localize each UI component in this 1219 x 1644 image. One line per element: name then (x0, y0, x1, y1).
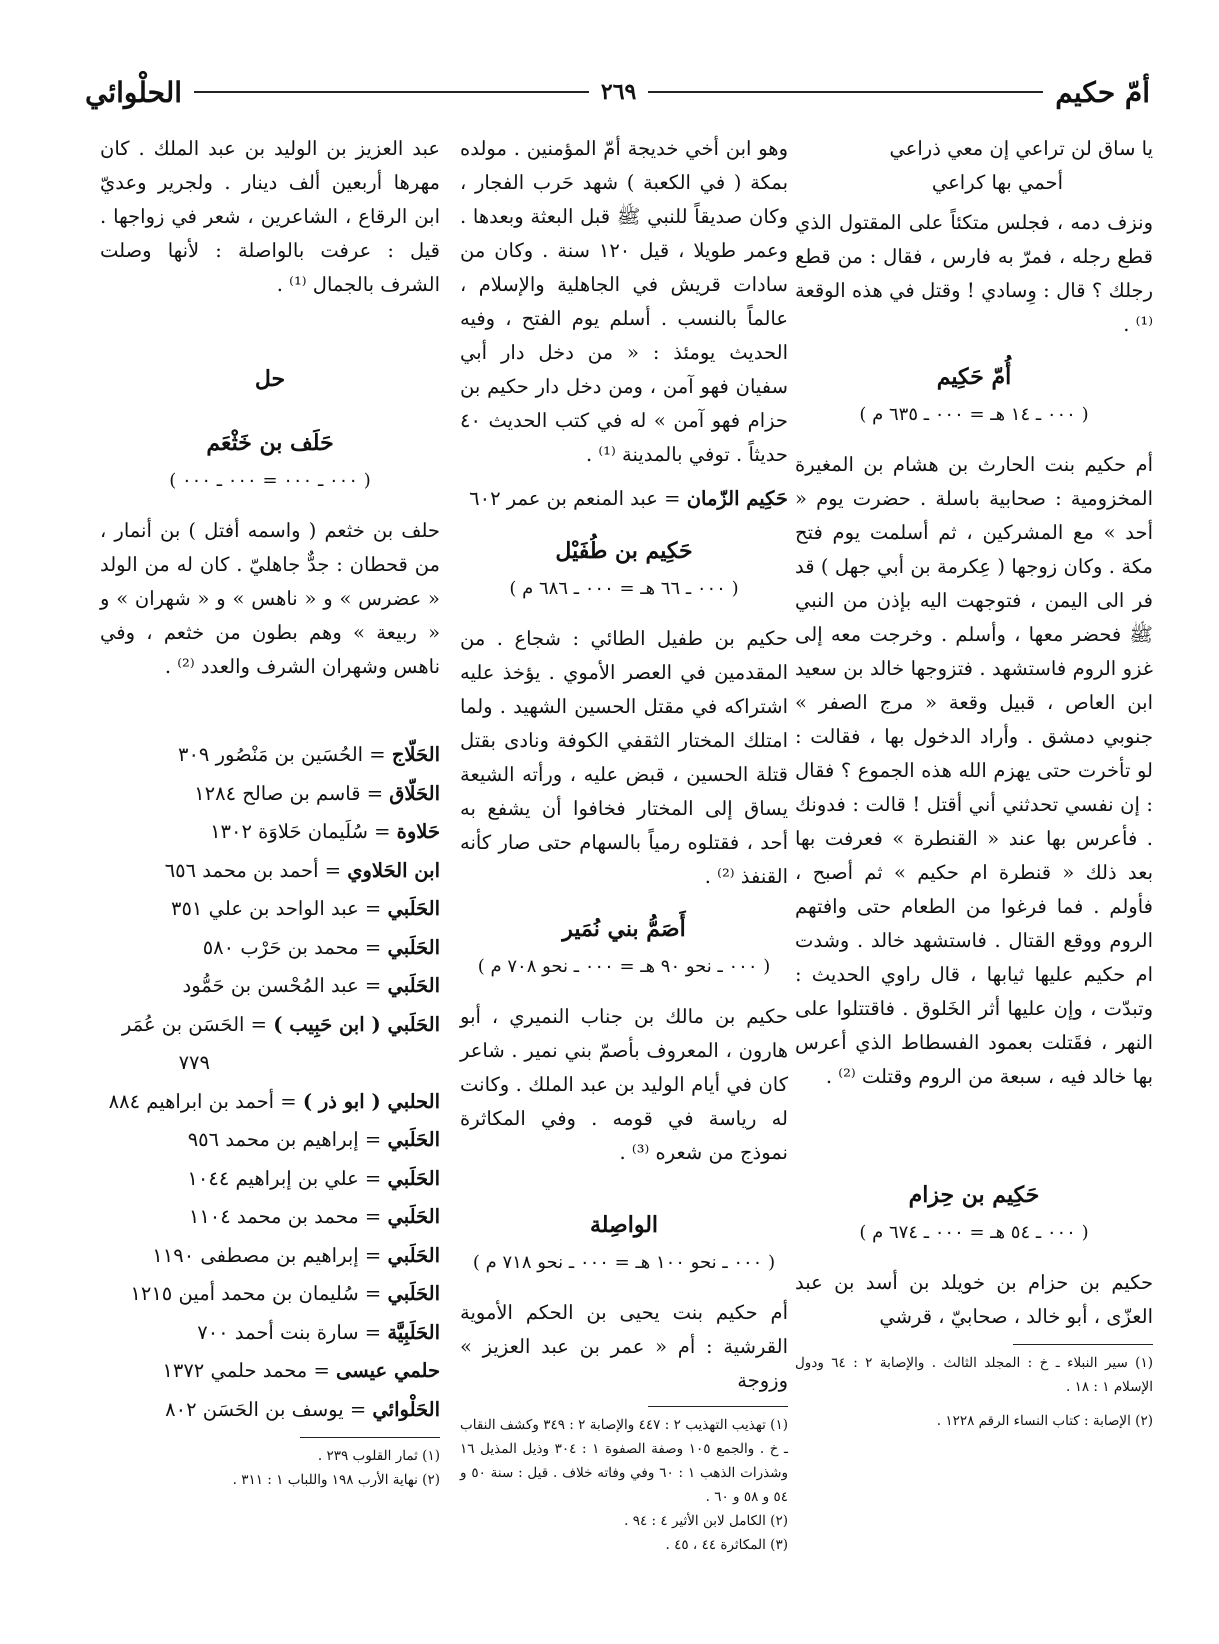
cross-reference (100, 1275, 440, 1314)
header-right-word: أمّ حكيم (1055, 75, 1150, 109)
cross-reference-name: الحَلْوائي (372, 1397, 440, 1421)
cross-reference-target: = محمد بن محمد ١١٠٤ (188, 1205, 382, 1228)
footnote-separator (648, 1406, 788, 1407)
cross-reference-target: = عبد المُحْسن بن حَمُّود (182, 974, 382, 997)
right-column (795, 132, 1153, 1443)
cross-reference (100, 929, 440, 968)
cross-reference (460, 482, 788, 516)
cross-reference-target: = يوسف بن الحَسَن ٨٠٢ (165, 1397, 367, 1421)
entry-title: حَكِيم بن طُفَيْل (555, 538, 693, 564)
cross-reference-target: ٧٧٩ (178, 1051, 210, 1074)
left-column (100, 132, 440, 1492)
header-rule-right (648, 91, 1043, 93)
page-number: ٢٦٩ (600, 79, 637, 105)
cross-reference (100, 967, 440, 1006)
entry-title: حَلَف بن خَثْعَم (206, 430, 334, 456)
cross-reference-target: = إبراهيم بن مصطفى ١١٩٠ (152, 1243, 382, 1267)
cross-reference-name: الحَلَبي (387, 935, 440, 959)
footnote: (١) تهذيب التهذيب ٢ : ٤٤٧ والإصابة ٢ : ٣٤٩ وكشف النقاب ـ خ . والجمع ١٠٥ وصفة الصفوة ١ : ٣٠٤ وذيل المذيل ١٦ وشذرات الذهب ١ : ٦٠ وفي وفاته خلاف . قيل : سنة ٥٠ و ٥٤ و ٥٨ و ٦٠ . (460, 1417, 789, 1505)
entry-dates: ( ٠٠٠ ـ ١٤ هـ = ٠٠٠ ـ ٦٣٥ م ) (859, 404, 1089, 425)
verse-line-2: أحمي بها كراعي (931, 171, 1063, 194)
cross-reference-target: = سارة بنت أحمد ٧٠٠ (197, 1320, 382, 1344)
cross-reference-name: الحَلَبي (387, 1128, 440, 1151)
footnote: (٣) المكاثرة ٤٤ ، ٤٥ . (665, 1537, 788, 1553)
spacer (100, 684, 440, 736)
cross-reference-name: الحَلَبي (387, 974, 440, 997)
cross-reference (100, 736, 440, 775)
cross-reference (100, 1044, 440, 1083)
poem-verse (795, 132, 1153, 200)
footnote: (١) سير النبلاء ـ خ : المجلد الثالث . والإصابة ٢ : ٦٤ ودول الإسلام ١ : ١٨ . (795, 1355, 1153, 1395)
cross-reference-target: = عبد الواحد بن علي ٣٥١ (170, 897, 382, 920)
cross-reference-target: = علي بن إبراهيم ١٠٤٤ (187, 1166, 382, 1190)
cross-reference (100, 852, 440, 891)
cross-reference-name: الحَلَبِيَّة (387, 1320, 440, 1344)
footnote: (٢) نهاية الأرب ١٩٨ واللباب ١ : ٣١١ . (232, 1472, 440, 1488)
spacer (460, 1170, 788, 1190)
footnote-separator (1013, 1344, 1153, 1345)
cross-reference-name: الحَلَبي (387, 1282, 440, 1305)
cross-reference-name: حلمي عيسى (336, 1359, 440, 1382)
section-heading: حل (254, 366, 286, 392)
cross-reference-target: = عبد المنعم بن عمر ٦٠٢ (469, 487, 681, 510)
cross-reference-name: الحلبي ( ابو ذر ) (302, 1089, 440, 1113)
cross-reference-target: = الحُسَين بن مَنْصُور ٣٠٩ (177, 743, 386, 766)
paragraph: وهو ابن أخي خديجة أمّ المؤمنين . مولده بمكة ( في الكعبة ) شهد حَرب الفجار ، وكان صديقاً للنبي ﷺ قبل البعثة وبعدها . وعمر طويلا ، قيل ١٢٠ سنة . وكان من سادات قريش في الجاهلية والإسلام ، عالماً بالنسب . أسلم يوم الفتح ، وفيه الحديث يومئذ : « من دخل دار أبي سفيان فهو آمن ، ومن دخل دار حكيم بن حزام فهو آمن » له في كتب الحديث ٤٠ حديثاً . توفي بالمدينة ⁽¹⁾ . (460, 137, 788, 466)
middle-column (460, 132, 788, 1557)
cross-reference-target: = سُليمان بن محمد أمين ١٢١٥ (130, 1282, 382, 1305)
cross-reference (100, 1237, 440, 1276)
paragraph: عبد العزيز بن الوليد بن عبد الملك . كان مهرها أربعين ألف دينار . ولجرير وعديّ ابن الرقاع ، الشاعرين ، شعر في زواجها . قيل : عرفت بالواصلة : لأنها وصلت الشرف بالجمال ⁽¹⁾ . (100, 137, 440, 296)
entry-title: حَكِيم بن حِزام (908, 1182, 1040, 1208)
entry-dates: ( ٠٠٠ ـ ٦٦ هـ = ٠٠٠ ـ ٦٨٦ م ) (509, 578, 739, 599)
footnote-separator (300, 1437, 440, 1438)
cross-reference-target: = سُلَيمان حَلاوَة ١٣٠٢ (210, 820, 391, 843)
entry-text: حلف بن خثعم ( واسمه أفتل ) بن أنمار ، من قحطان : جدٌّ جاهليّ . كان له من الولد « عضرس » و « ناهس » و « شهران » و « ربيعة » وهم بطون من خثعم ، وفي ناهس وشهران الشرف والعدد ⁽²⁾ . (100, 519, 440, 678)
entry-dates: ( ٠٠٠ ـ ٠٠٠ = ٠٠٠ ـ ٠٠٠ ) (169, 470, 371, 491)
entry-title: الواصِلة (589, 1212, 659, 1238)
cross-reference (100, 1083, 440, 1122)
cross-reference-target: = محمد بن حَرْب ٥٨٠ (202, 935, 382, 959)
header-rule-left (194, 91, 589, 93)
cross-reference-name: حَلاوة (396, 820, 440, 843)
cross-reference (100, 775, 440, 814)
cross-reference-target: = قاسم بن صالح ١٢٨٤ (194, 781, 384, 805)
verse-line-1: يا ساق لن تراعي إن معي ذراعي (889, 137, 1153, 160)
entry-dates: ( ٠٠٠ ـ ٥٤ هـ = ٠٠٠ ـ ٦٧٤ م ) (859, 1222, 1089, 1243)
cross-reference-list (100, 736, 440, 1429)
spacer (795, 1104, 1153, 1160)
header-left-word: الحلْوائي (84, 75, 183, 109)
cross-reference-name: الحَلّاق (389, 781, 440, 805)
cross-reference (100, 1160, 440, 1199)
cross-reference-name: الحَلَبي (387, 1205, 440, 1228)
entry-text: أم حكيم بنت يحيى بن الحكم الأموية القرشية : أم « عمر بن عبد العزيز » وزوجة (460, 1301, 788, 1392)
cross-reference (100, 813, 440, 852)
cross-reference-name: ابن الحَلاوي (347, 858, 440, 882)
cross-reference-target: = الحَسَن بن عُمَر (121, 1012, 267, 1036)
cross-reference (100, 1391, 440, 1430)
cross-reference (100, 1198, 440, 1237)
cross-reference (100, 890, 440, 929)
cross-reference (100, 1352, 440, 1391)
footnote: (٢) الكامل لابن الأثير ٤ : ٩٤ . (624, 1513, 788, 1529)
paragraph: ونزف دمه ، فجلس متكئاً على المقتول الذي قطع رجله ، فمرّ به فارس ، فقال : من قطع رجلك ؟ قال : وِسادي ! وقتل في هذه الوقعة ⁽¹⁾ . (795, 211, 1153, 336)
entry-dates: ( ٠٠٠ ـ نحو ١٠٠ هـ = ٠٠٠ ـ نحو ٧١٨ م ) (472, 1252, 776, 1273)
cross-reference-name: الحَلَبي ( ابن حَبِيب ) (273, 1012, 440, 1036)
cross-reference-target: = إبراهيم بن محمد ٩٥٦ (187, 1128, 382, 1151)
cross-reference-target: = محمد حلمي ١٣٧٢ (162, 1359, 330, 1382)
entry-title: أُمّ حَكِيم (936, 364, 1012, 390)
cross-reference-name: الحَلَبي (387, 1243, 440, 1267)
entry-text: حكيم بن مالك بن جناب النميري ، أبو هارون ، المعروف بأصمّ بني نمير . شاعر كان في أيام الوليد بن عبد الملك . وكانت له رياسة في قومه . وفي المكاثرة نموذج من شعره ⁽³⁾ . (460, 1005, 788, 1164)
entry-text: حكيم بن طفيل الطائي : شجاع . من المقدمين في العصر الأموي . يؤخذ عليه اشتراكه في مقتل الحسين الشهيد . ولما امتلك المختار الثقفي الكوفة ونادى بقتل قتلة الحسين ، قبض عليه ، ورأته الشيعة يساق إلى المختار فخافوا أن يشفع به أحد ، فقتلوه رمياً بالسهام حتى صار كأنه القنفذ ⁽²⁾ . (460, 627, 788, 888)
cross-reference-target: = أحمد بن محمد ٦٥٦ (164, 858, 342, 882)
cross-reference-name: الحَلّاج (391, 743, 440, 766)
footnote: (١) ثمار القلوب ٢٣٩ . (317, 1448, 440, 1464)
entry-title: أَصَمُّ بني نُمَير (562, 916, 686, 942)
cross-reference-target: = أحمد بن ابراهيم ٨٨٤ (108, 1089, 297, 1113)
entry-dates: ( ٠٠٠ ـ نحو ٩٠ هـ = ٠٠٠ ـ نحو ٧٠٨ م ) (477, 956, 771, 977)
cross-reference (100, 1006, 440, 1045)
cross-reference-name: الحَلَبي (387, 897, 440, 920)
cross-reference-name: الحَلَبي (387, 1166, 440, 1190)
cross-reference (100, 1314, 440, 1353)
cross-reference (100, 1121, 440, 1160)
entry-text: حكيم بن حزام بن خويلد بن أسد بن عبد العزّى ، أبو خالد ، صحابيّ ، قرشي (795, 1271, 1153, 1328)
entry-text: أم حكيم بنت الحارث بن هشام بن المغيرة المخزومية : صحابية باسلة . حضرت يوم « أحد » مع المشركين ، ثم أسلمت يوم فتح مكة . وكان زوجها ( عِكرمة بن أبي جهل ) قد فر الى اليمن ، فتوجهت اليه بإذن من النبي ﷺ فحضر معها ، وأسلم . وخرجت معه إلى غزو الروم فاستشهد . فتزوجها خالد بن سعيد ابن العاص ، قبيل وقعة « مرج الصفر » جنوبي دمشق . وأراد الدخول بها ، فقالت : لو تأخرت حتى يهزم الله هذه الجموع ؟ فقال : إن نفسي تحدثني أني أقتل ! قالت : فدونك . فأعرس بها عند « القنطرة » فعرفت بها بعد ذلك « قنطرة ام حكيم » ثم أصبح ، فأولم . فما فرغوا من الطعام حتى وافتهم الروم ووقع القتال . فاستشهد خالد . وشدت ام حكيم عليها ثيابها ، قال راوي الحديث : وتبدّت ، وإن عليها أثر الخَلوق . فاقتتلوا على النهر ، فقَتلت بعمود الفسطاط الذي أعرس بها خالد فيه ، سبعة من الروم وقتلت ⁽²⁾ . (795, 453, 1153, 1088)
footnote: (٢) الإصابة : كتاب النساء الرقم ١٢٢٨ . (936, 1413, 1153, 1429)
page-header (85, 70, 1150, 114)
cross-reference-name: حَكِيم الزّمان (686, 487, 788, 510)
